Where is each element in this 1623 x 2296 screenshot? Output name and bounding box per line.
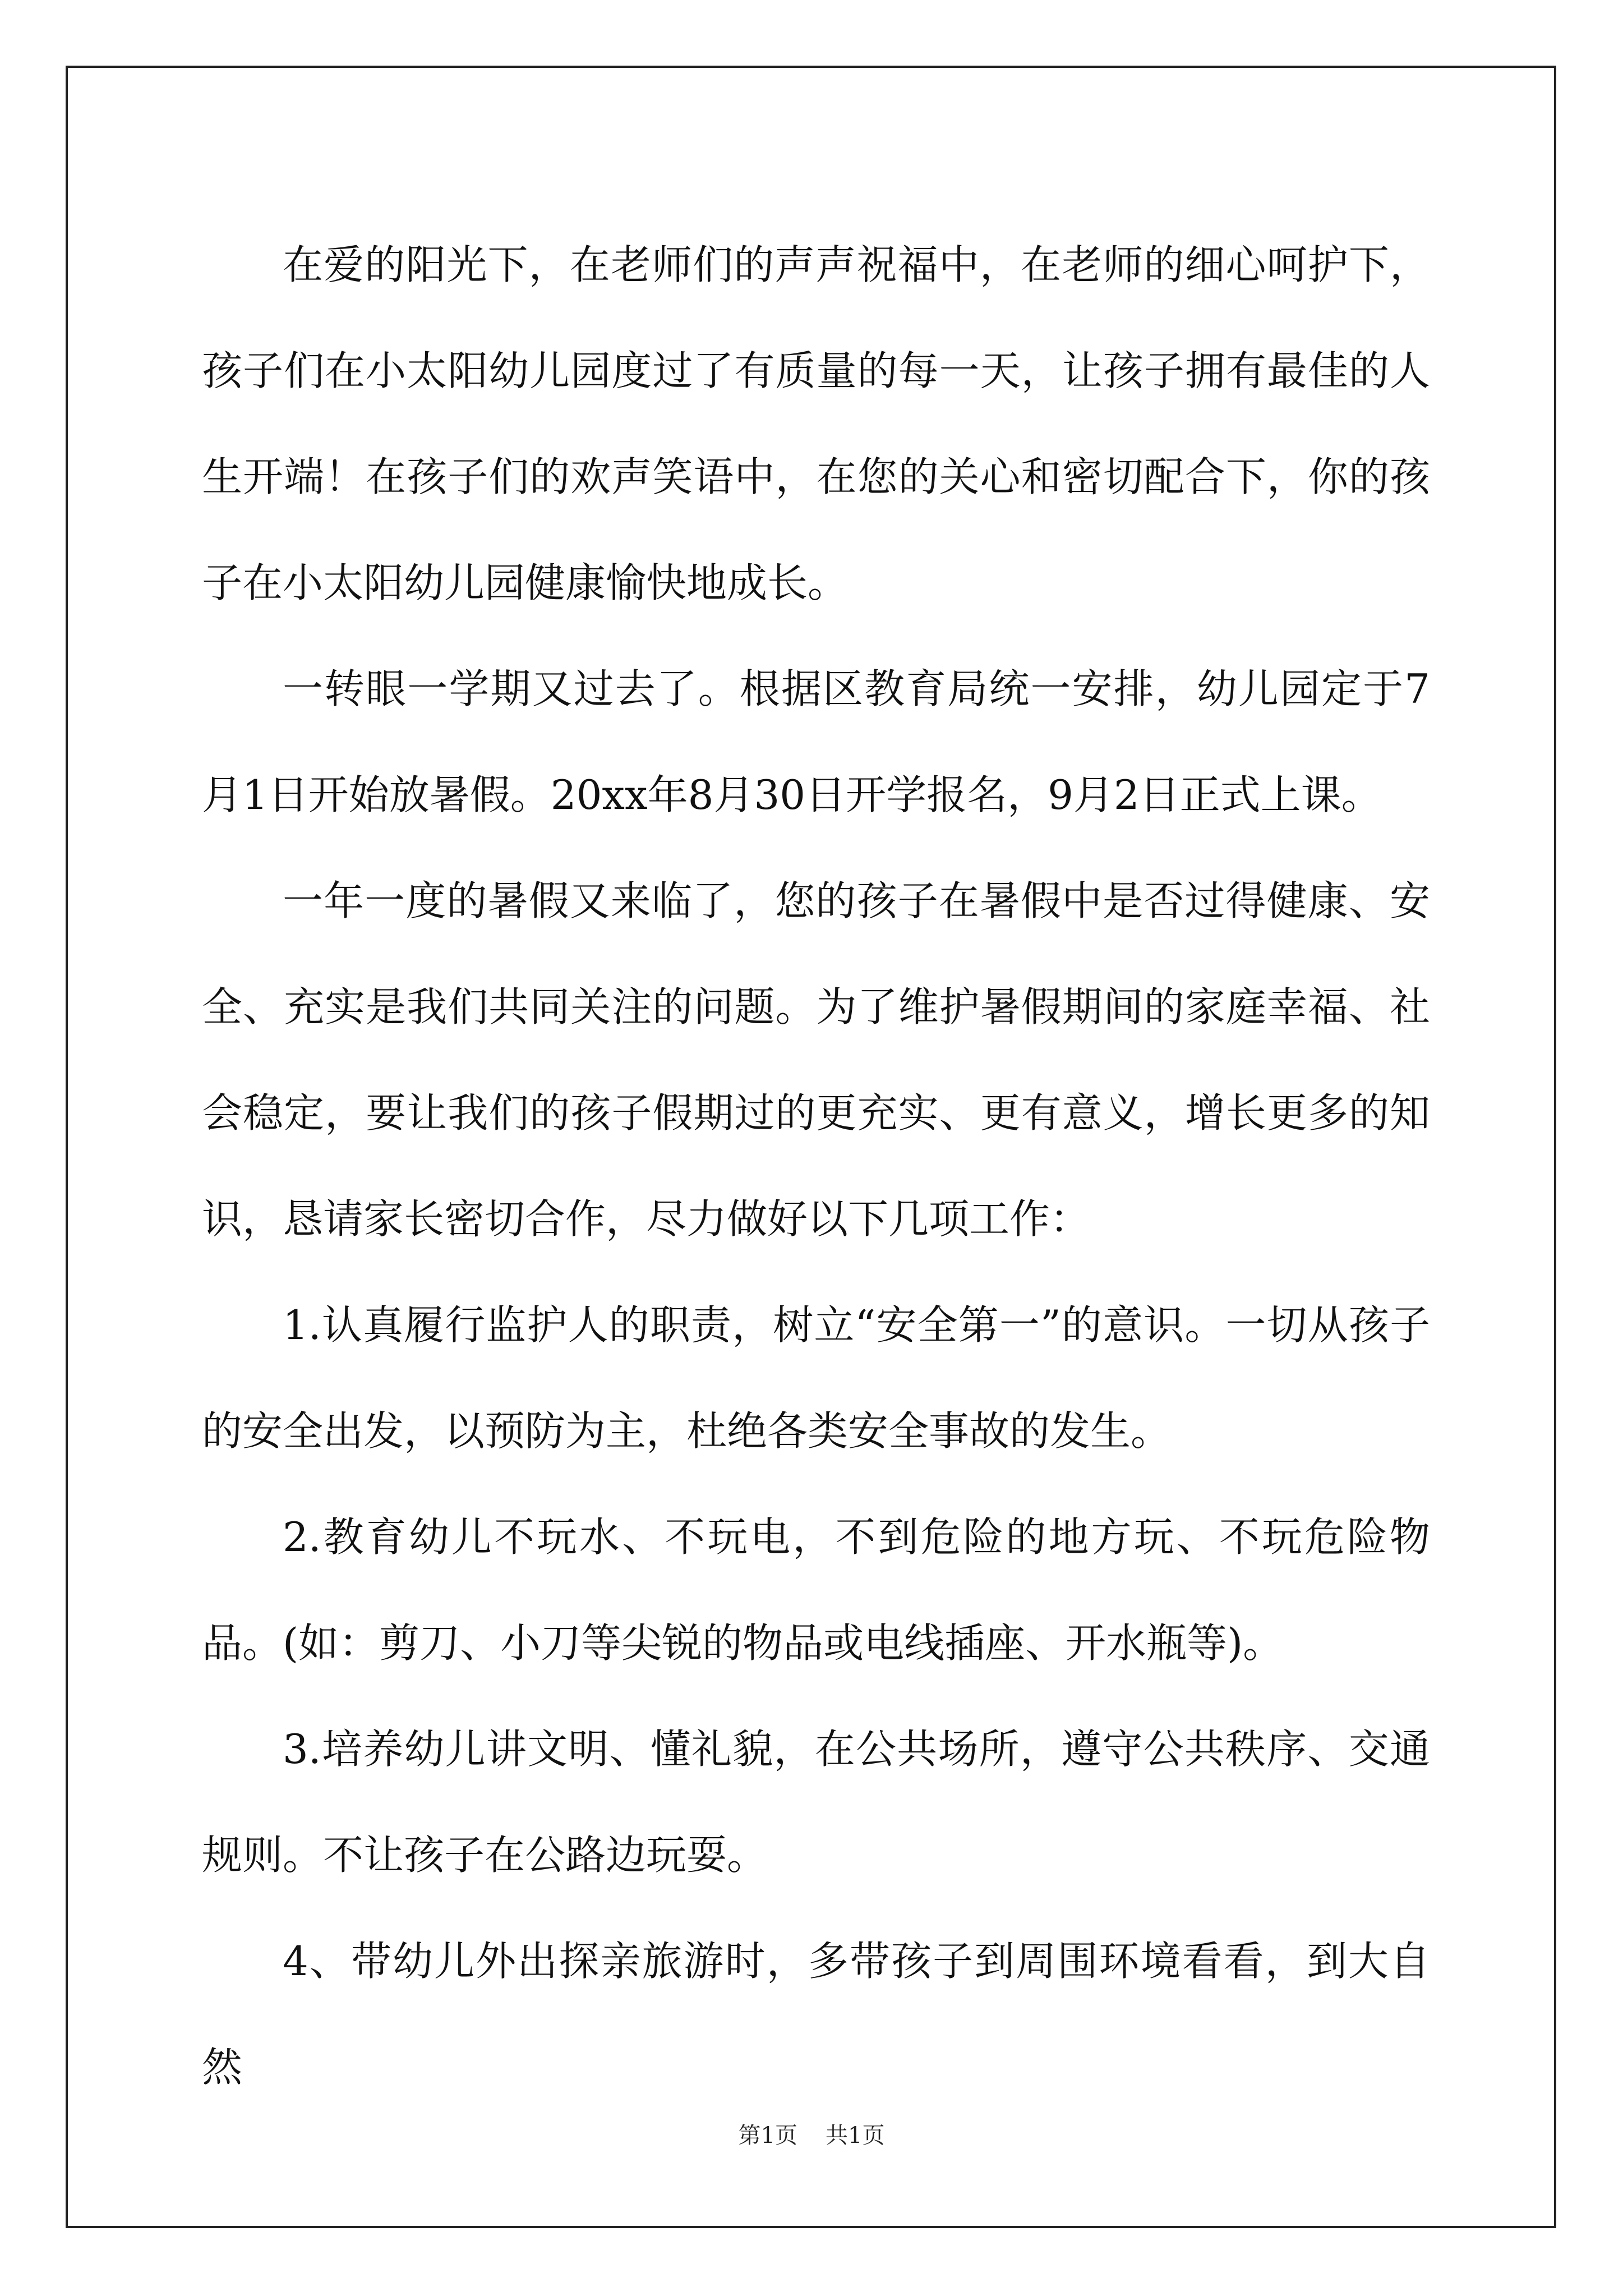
document-body: [202, 212, 1430, 2120]
paragraph-3: 一年一度的暑假又来临了，您的孩子在暑假中是否过得健康、安全、充实是我们共同关注的问题。为了维护暑假期间的家庭幸福、社会稳定，要让我们的孩子假期过的更充实、更有意义，增长更多的知识，恳请家长密切合作，尽力做好以下几项工作：: [202, 877, 1430, 1243]
paragraph-7: 4、带幼儿外出探亲旅游时，多带孩子到周围环境看看，到大自然: [202, 1938, 1430, 2091]
paragraph-6: 3.培养幼儿讲文明、懂礼貌，在公共场所，遵守公共秩序、交通规则。不让孩子在公路边玩耍。: [202, 1726, 1430, 1879]
page-footer: [0, 2118, 1623, 2150]
paragraph-1: 在爱的阳光下，在老师们的声声祝福中，在老师的细心呵护下，孩子们在小太阳幼儿园度过了有质量的每一天，让孩子拥有最佳的人生开端！在孩子们的欢声笑语中，在您的关心和密切配合下，你的孩子在小太阳幼儿园健康愉快地成长。: [202, 241, 1430, 606]
paragraph-4: 1.认真履行监护人的职责，树立“安全第一”的意识。一切从孩子的安全出发，以预防为主，杜绝各类安全事故的发生。: [202, 1301, 1430, 1455]
page-total: 共1页: [826, 2123, 885, 2148]
paragraph-2: 一转眼一学期又过去了。根据区教育局统一安排，幼儿园定于7月1日开始放暑假。20xx年8月30日开学报名，9月2日正式上课。: [202, 665, 1430, 818]
page-number: 第1页: [738, 2123, 797, 2148]
paragraph-5: 2.教育幼儿不玩水、不玩电，不到危险的地方玩、不玩危险物品。(如：剪刀、小刀等尖锐的物品或电线插座、开水瓶等)。: [202, 1513, 1430, 1667]
